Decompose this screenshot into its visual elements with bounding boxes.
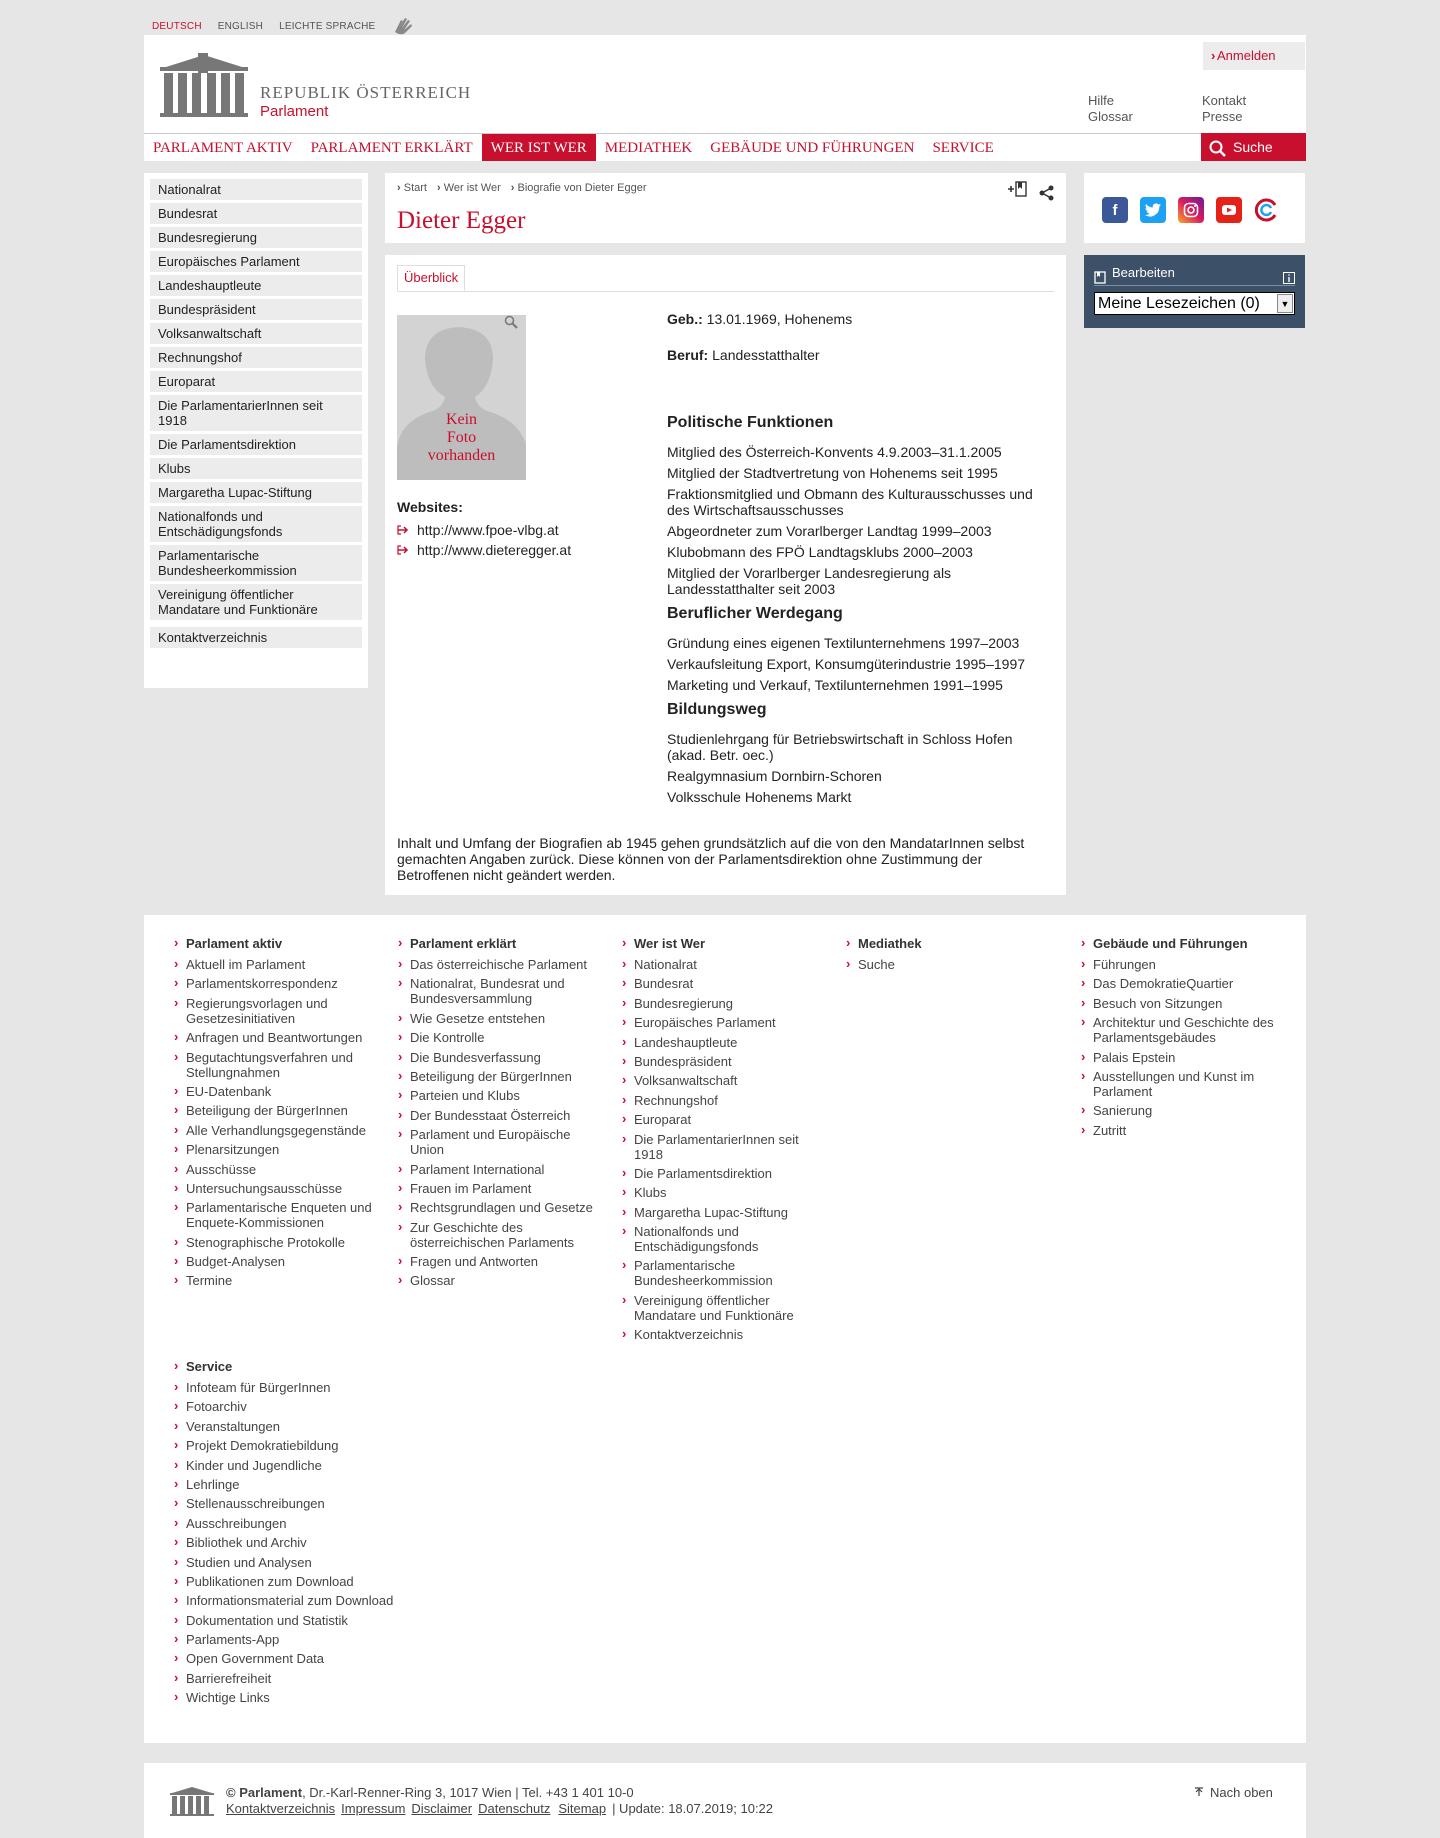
website-link-2[interactable]: http://www.dieteregger.at [397,542,571,558]
footer-link-aktuell-im-parlament[interactable]: › Aktuell im Parlament [174,957,374,972]
footer-heading[interactable]: › Wer ist Wer [622,936,822,951]
footer-link-nationalfonds-und-entschadigungsfonds[interactable]: › Nationalfonds und Entschädigungsfonds [622,1224,822,1254]
footer-heading[interactable]: › Service [174,1359,414,1374]
sidebar-item-bundesregierung[interactable]: Bundesregierung [150,227,362,248]
tab-ueberblick[interactable]: Überblick [397,265,465,291]
footer-link-begutachtungsverfahren-und-stellungnahmen[interactable]: › Begutachtungsverfahren und Stellungnahmen [174,1050,374,1080]
footer-link-parlament-international[interactable]: › Parlament International [398,1162,598,1177]
footer-link-disclaimer[interactable]: Disclaimer [411,1801,473,1816]
list-item: Studienlehrgang für Betriebswirtschaft in Schloss Hofen (akad. Betr. oec.) [667,731,1013,763]
nav-gebaeude[interactable]: GEBÄUDE UND FÜHRUNGEN [710,140,915,156]
sidebar-item-die-parlamentarierinnen-seit-1918[interactable]: Die ParlamentarierInnen seit 1918 [150,395,362,431]
footer-link-sanierung[interactable]: › Sanierung [1081,1103,1281,1118]
footer-link-sitemap[interactable]: Sitemap [558,1801,607,1816]
footer-link-zur-geschichte-des-osterreichischen-parlaments[interactable]: › Zur Geschichte des österreichischen Parlaments [398,1220,598,1250]
footer-link-budget-analysen[interactable]: › Budget-Analysen [174,1254,374,1269]
footer-link-kontaktverzeichnis[interactable]: Kontaktverzeichnis [226,1801,336,1816]
footer-link-projekt-demokratiebildung[interactable]: › Projekt Demokratiebildung [174,1438,414,1453]
copyright: © Parlament [226,1785,303,1800]
section-list [667,731,1047,805]
profession-label: Beruf: [667,347,709,363]
footer-link-datenschutz[interactable]: Datenschutz [478,1801,551,1816]
footer-link-bundesrat[interactable]: › Bundesrat [622,976,822,991]
footer-link-parlamentarische-enqueten-und-enquete-kommissionen[interactable]: › Parlamentarische Enqueten und Enquete-Kommissionen [174,1200,374,1230]
sidebar-item-kontaktverzeichnis[interactable]: Kontaktverzeichnis [150,627,362,648]
section-list [667,444,1047,597]
footer-link-impressum[interactable]: Impressum [341,1801,406,1816]
bio-details [667,311,1047,363]
footer-link-open-government-data[interactable]: › Open Government Data [174,1651,414,1666]
footer-link-kinder-und-jugendliche[interactable]: › Kinder und Jugendliche [174,1458,414,1473]
footer-heading[interactable]: › Parlament aktiv [174,936,374,951]
footer-link-besuch-von-sitzungen[interactable]: › Besuch von Sitzungen [1081,996,1281,1011]
sidebar-item-nationalfonds-und-entschadigungsfonds[interactable]: Nationalfonds und Entschädigungsfonds [150,506,362,542]
footer-link-das-demokratiequartier[interactable]: › Das DemokratieQuartier [1081,976,1281,991]
breadcrumb [397,182,647,194]
footer-link-zutritt[interactable]: › Zutritt [1081,1123,1281,1138]
list-item: Mitglied der Vorarlberger Landesregierung als Landesstatthalter seit 2003 [667,565,952,597]
websites-label: Websites: [397,499,463,515]
logo-subtitle: Parlament [260,103,329,120]
list-item: Klubobmann des FPÖ Landtagsklubs 2000–2003 [667,544,973,560]
footer-col-wer-ist-wer [622,936,822,1347]
section-heading: Bildungsweg [667,701,767,718]
instagram-icon[interactable] [1178,197,1204,223]
list-item: Verkaufsleitung Export, Konsumgüterindustrie 1995–1997 [667,656,1026,672]
footer-link-ausstellungen-und-kunst-im-parlament[interactable]: › Ausstellungen und Kunst im Parlament [1081,1069,1281,1099]
parliament-logo-small[interactable] [170,1786,214,1819]
footer-link-lehrlinge[interactable]: › Lehrlinge [174,1477,414,1492]
sidebar-item-volksanwaltschaft[interactable]: Volksanwaltschaft [150,323,362,344]
sidebar-item-europaisches-parlament[interactable]: Europäisches Parlament [150,251,362,272]
facebook-icon[interactable]: f [1102,197,1128,223]
glossary-link[interactable]: Glossar [1088,109,1133,124]
info-icon[interactable] [1283,267,1295,293]
share-icon[interactable] [1039,185,1055,204]
footer-sitemap [144,915,1306,1743]
footer-link-wichtige-links[interactable]: › Wichtige Links [174,1690,414,1705]
nav-service[interactable]: SERVICE [932,140,994,156]
no-photo-placeholder [397,315,526,480]
footer-link-beteiligung-der-burgerinnen[interactable]: › Beteiligung der BürgerInnen [174,1103,374,1118]
page-title: Dieter Egger [397,207,526,234]
lang-english[interactable]: ENGLISH [217,21,264,32]
footer-link-die-parlamentsdirektion[interactable]: › Die Parlamentsdirektion [622,1166,822,1181]
social-box [1084,173,1305,243]
footer-link-der-bundesstaat-osterreich[interactable]: › Der Bundesstaat Österreich [398,1108,598,1123]
footer-link-glossar[interactable]: › Glossar [398,1273,598,1288]
update-info: | Update: 18.07.2019; 10:22 [612,1801,774,1816]
footer-col-parlament-aktiv [174,936,374,1293]
footer-link-das-osterreichische-parlament[interactable]: › Das österreichische Parlament [398,957,598,972]
search-button[interactable]: Suche [1201,133,1306,161]
address: , Dr.-Karl-Renner-Ring 3, 1017 Wien | Tel. +43 1 401 10-0 [302,1785,634,1800]
list-item: Mitglied des Österreich-Konvents 4.9.2003–31.1.2005 [667,444,1002,460]
footer-link-parlaments-app[interactable]: › Parlaments-App [174,1632,414,1647]
list-item: Mitglied der Stadtvertretung von Hohenems seit 1995 [667,465,998,481]
list-item: Gründung eines eigenen Textilunternehmens 1997–2003 [667,635,1020,651]
imprint-info [226,1785,773,1817]
bookmarks-panel [1084,255,1305,328]
logo-title: REPUBLIK ÖSTERREICH [260,83,472,102]
sidebar-item-vereinigung-offentlicher-mandatare-und-funktionare[interactable]: Vereinigung öffentlicher Mandatare und Funktionäre [150,584,362,620]
no-photo-text-2: Foto [446,429,477,446]
main-nav [144,133,1306,161]
sidebar-item-bundesrat[interactable]: Bundesrat [150,203,362,224]
footer-link-anfragen-und-beantwortungen[interactable]: › Anfragen und Beantwortungen [174,1030,374,1045]
sidebar-item-rechnungshof[interactable]: Rechnungshof [150,347,362,368]
contact-link[interactable]: Kontakt [1202,93,1247,108]
footer-link-plenarsitzungen[interactable]: › Plenarsitzungen [174,1142,374,1157]
website-link-1[interactable]: http://www.fpoe-vlbg.at [397,522,571,538]
lang-deutsch[interactable]: DEUTSCH [152,21,202,32]
footer-link-publikationen-zum-download[interactable]: › Publikationen zum Download [174,1574,414,1589]
lang-leichte-sprache[interactable]: LEICHTE SPRACHE [279,21,376,32]
footer-link-palais-epstein[interactable]: › Palais Epstein [1081,1050,1281,1065]
footer-link-termine[interactable]: › Termine [174,1273,374,1288]
sidebar-item-nationalrat[interactable]: Nationalrat [150,179,362,200]
zoom-icon[interactable] [504,315,518,332]
list-item: Realgymnasium Dornbirn-Schoren [667,768,882,784]
birth-value: 13.01.1969, Hohenems [706,311,853,327]
footer-link-bundesprasident[interactable]: › Bundespräsident [622,1054,822,1069]
birth-label: Geb.: [667,311,703,327]
footer-link-stellenausschreibungen[interactable]: › Stellenausschreibungen [174,1496,414,1511]
sidebar-item-bundesprasident[interactable]: Bundespräsident [150,299,362,320]
footer-link-europaisches-parlament[interactable]: › Europäisches Parlament [622,1015,822,1030]
bookmark-icon [1094,267,1106,293]
footer-link-kontaktverzeichnis[interactable]: › Kontaktverzeichnis [622,1327,822,1342]
footer-link-fuhrungen[interactable]: › Führungen [1081,957,1281,972]
back-to-top-link[interactable]: Nach oben [1194,1785,1273,1800]
sidebar-item-landeshauptleute[interactable]: Landeshauptleute [150,275,362,296]
footer-link-wie-gesetze-entstehen[interactable]: › Wie Gesetze entstehen [398,1011,598,1026]
search-icon [1209,139,1227,167]
section-heading: Politische Funktionen [667,414,834,431]
edit-header[interactable]: Bearbeiten [1094,260,1295,286]
press-link[interactable]: Presse [1202,109,1243,124]
youtube-icon[interactable] [1216,197,1242,223]
app-icon[interactable] [1254,197,1280,223]
nav-wer-ist-wer[interactable]: WER IST WER [482,134,596,161]
footer-link-rechtsgrundlagen-und-gesetze[interactable]: › Rechtsgrundlagen und Gesetze [398,1200,598,1215]
section-list [667,635,1047,693]
arrow-up-icon [1194,1785,1204,1800]
external-link-icon [397,542,411,558]
footer-link-fotoarchiv[interactable]: › Fotoarchiv [174,1399,414,1414]
sidebar-item-parlamentarische-bundesheerkommission[interactable]: Parlamentarische Bundesheerkommission [150,545,362,581]
footer-link-beteiligung-der-burgerinnen[interactable]: › Beteiligung der BürgerInnen [398,1069,598,1084]
title-box [385,173,1066,243]
footer-link-nationalrat-bundesrat-und-bundesversammlung[interactable]: › Nationalrat, Bundesrat und Bundesversammlung [398,976,598,1006]
nav-mediathek[interactable]: MEDIATHEK [604,140,693,156]
footer-link-alle-verhandlungsgegenstande[interactable]: › Alle Verhandlungsgegenstände [174,1123,374,1138]
list-item: Abgeordneter zum Vorarlberger Landtag 1999–2003 [667,523,992,539]
sidebar [144,173,368,688]
biography-panel [385,255,1066,895]
no-photo-text-3: vorhanden [427,447,496,464]
biography-disclaimer: Inhalt und Umfang der Biografien ab 1945 gehen grundsätzlich auf die von den MandatarInnen selbst gemachten Angaben zurück. Diese können von der Parlamentsdirektion ohne Zustimmung der Betroffenen nicht geändert werden. [397,835,1025,883]
login-button[interactable]: › Anmelden [1203,42,1305,70]
bio-sections [667,414,1047,810]
footer-link-ausschusse[interactable]: › Ausschüsse [174,1162,374,1177]
footer-link-studien-und-analysen[interactable]: › Studien und Analysen [174,1555,414,1570]
footer-col-parlament-erklaert [398,936,598,1293]
footer-link-rechnungshof[interactable]: › Rechnungshof [622,1093,822,1108]
footer-link-ausschreibungen[interactable]: › Ausschreibungen [174,1516,414,1531]
footer-link-architektur-und-geschichte-des-parlamentsgebaudes[interactable]: › Architektur und Geschichte des Parlamentsgebäudes [1081,1015,1281,1045]
footer-link-die-parlamentarierinnen-seit-1918[interactable]: › Die ParlamentarierInnen seit 1918 [622,1132,822,1162]
footer-link-suche[interactable]: › Suche [846,957,1046,972]
footer-col-mediathek [846,936,1046,976]
bookmarks-select[interactable]: Meine Lesezeichen (0) ▼ [1094,292,1295,315]
footer-heading[interactable]: › Parlament erklärt [398,936,598,951]
parliament-logo[interactable] [160,53,248,120]
nav-parlament-aktiv[interactable]: PARLAMENT AKTIV [153,140,293,156]
breadcrumb-start[interactable]: › Start [397,182,427,194]
breadcrumb-current: › Biografie von Dieter Egger [510,182,647,194]
section-heading: Beruflicher Werdegang [667,605,843,622]
footer-link-die-kontrolle[interactable]: › Die Kontrolle [398,1030,598,1045]
footer-link-barrierefreiheit[interactable]: › Barrierefreiheit [174,1671,414,1686]
footer-heading[interactable]: › Gebäude und Führungen [1081,936,1281,951]
footer-link-volksanwaltschaft[interactable]: › Volksanwaltschaft [622,1073,822,1088]
footer-link-die-bundesverfassung[interactable]: › Die Bundesverfassung [398,1050,598,1065]
footer-link-parlament-und-europaische-union[interactable]: › Parlament und Europäische Union [398,1127,598,1157]
footer-link-bibliothek-und-archiv[interactable]: › Bibliothek und Archiv [174,1535,414,1550]
footer-heading[interactable]: › Mediathek [846,936,1046,951]
footer-link-informationsmaterial-zum-download[interactable]: › Informationsmaterial zum Download [174,1593,414,1608]
footer-link-veranstaltungen[interactable]: › Veranstaltungen [174,1419,414,1434]
no-photo-text-1: Kein [445,411,478,428]
bookmark-add-icon[interactable] [1008,181,1028,202]
external-link-icon [397,522,411,538]
profession-value: Landesstatthalter [712,347,820,363]
footer-col-gebaeude [1081,936,1281,1142]
footer-link-eu-datenbank[interactable]: › EU-Datenbank [174,1084,374,1099]
twitter-icon[interactable] [1140,197,1166,223]
sidebar-item-klubs[interactable]: Klubs [150,458,362,479]
breadcrumb-wer-ist-wer[interactable]: › Wer ist Wer [436,182,501,194]
footer-link-vereinigung-offentlicher-mandatare-und-funktionare[interactable]: › Vereinigung öffentlicher Mandatare und Funktionäre [622,1293,822,1323]
list-item: Fraktionsmitglied und Obmann des Kulturausschusses und des Wirtschaftsausschusses [667,486,1033,518]
footer-link-stenographische-protokolle[interactable]: › Stenographische Protokolle [174,1235,374,1250]
footer-link-fragen-und-antworten[interactable]: › Fragen und Antworten [398,1254,598,1269]
chevron-down-icon[interactable]: ▼ [1277,294,1293,313]
footer-link-untersuchungsausschusse[interactable]: › Untersuchungsausschüsse [174,1181,374,1196]
bottom-bar [144,1763,1306,1838]
footer-link-klubs[interactable]: › Klubs [622,1185,822,1200]
sidebar-item-die-parlamentsdirektion[interactable]: Die Parlamentsdirektion [150,434,362,455]
list-item: Marketing und Verkauf, Textilunternehmen 1991–1995 [667,677,1003,693]
footer-link-parteien-und-klubs[interactable]: › Parteien und Klubs [398,1088,598,1103]
footer-link-europarat[interactable]: › Europarat [622,1112,822,1127]
footer-link-infoteam-fur-burgerinnen[interactable]: › Infoteam für BürgerInnen [174,1380,414,1395]
footer-col-service [174,1359,414,1710]
footer-link-regierungsvorlagen-und-gesetzesinitiativen[interactable]: › Regierungsvorlagen und Gesetzesinitiativen [174,996,374,1026]
footer-link-margaretha-lupac-stiftung[interactable]: › Margaretha Lupac-Stiftung [622,1205,822,1220]
footer-link-landeshauptleute[interactable]: › Landeshauptleute [622,1035,822,1050]
footer-link-bundesregierung[interactable]: › Bundesregierung [622,996,822,1011]
sidebar-item-europarat[interactable]: Europarat [150,371,362,392]
footer-link-dokumentation-und-statistik[interactable]: › Dokumentation und Statistik [174,1613,414,1628]
footer-link-parlamentskorrespondenz[interactable]: › Parlamentskorrespondenz [174,976,374,991]
sidebar-item-margaretha-lupac-stiftung[interactable]: Margaretha Lupac-Stiftung [150,482,362,503]
nav-parlament-erklaert[interactable]: PARLAMENT ERKLÄRT [310,140,473,156]
footer-link-nationalrat[interactable]: › Nationalrat [622,957,822,972]
list-item: Volksschule Hohenems Markt [667,789,852,805]
footer-link-frauen-im-parlament[interactable]: › Frauen im Parlament [398,1181,598,1196]
help-link[interactable]: Hilfe [1088,93,1115,108]
footer-link-parlamentarische-bundesheerkommission[interactable]: › Parlamentarische Bundesheerkommission [622,1258,822,1288]
